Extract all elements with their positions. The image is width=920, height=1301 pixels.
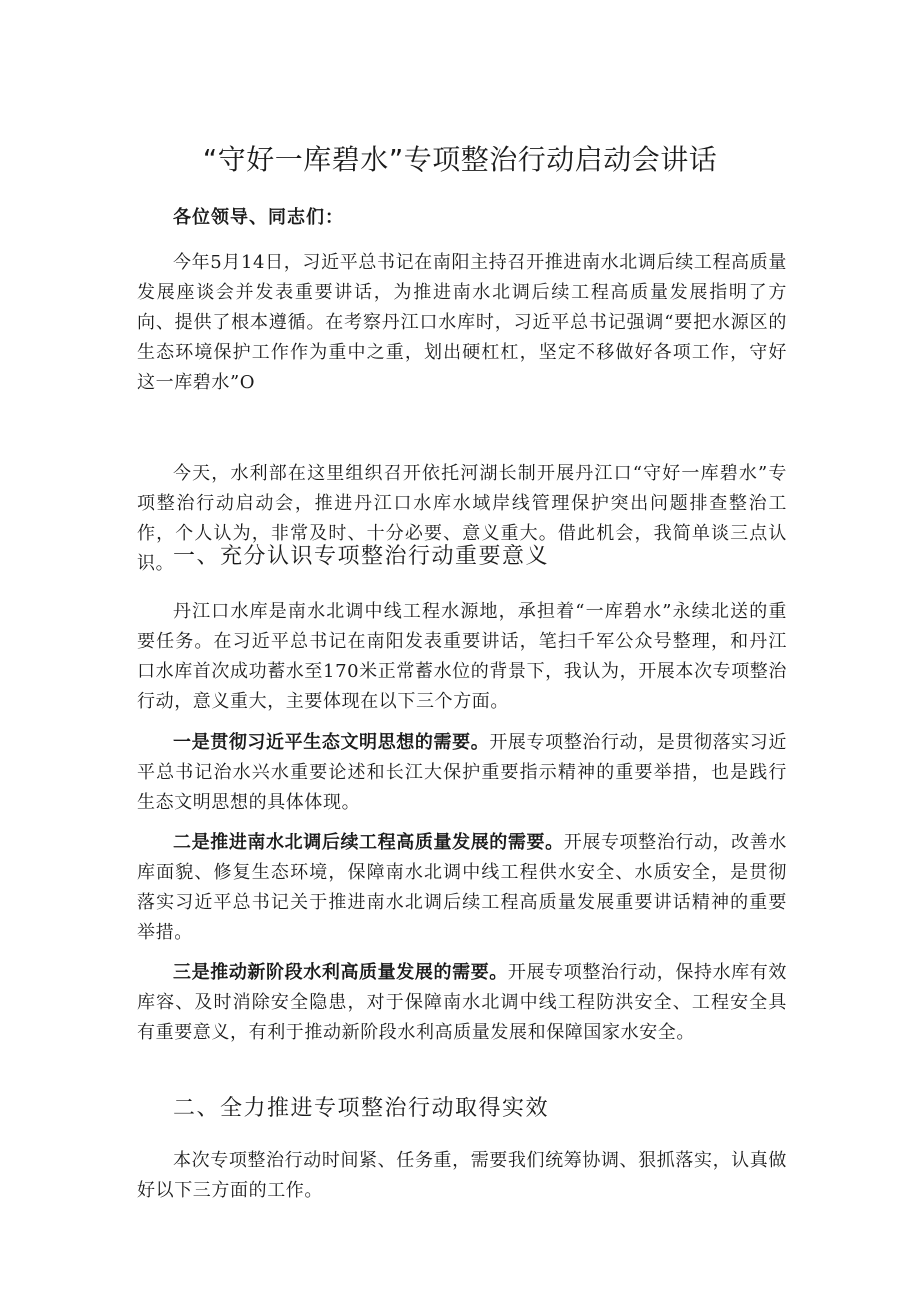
point-3-lead: 三是推动新阶段水利高质量发展的需要。 <box>173 962 508 983</box>
point-1-lead: 一是贯彻习近平生态文明思想的需要。 <box>173 732 490 753</box>
paragraph-work-intro: 本次专项整治行动时间紧、任务重，需要我们统筹协调、狠抓落实，认真做好以下三方面的工作。 <box>137 1150 787 1201</box>
paragraph-point-1 <box>137 728 787 818</box>
paragraph-intro: 今年5月14日，习近平总书记在南阳主持召开推进南水北调后续工程高质量发展座谈会并发表重要讲话，为推进南水北调后续工程高质量发展指明了方向、提供了根本遵循。在考察丹江口水库时，习近平总书记强调“要把水源区的生态环境保护工作作为重中之重，划出硬杠杠，坚定不移做好各项工作，守好这一库碧水”O <box>137 252 787 393</box>
point-2-body: 开展专项整治行动，改善水库面貌、修复生态环境，保障南水北调中线工程供水安全、水质安全，是贯彻落实习近平总书记关于推进南水北调后续工程高质量发展重要讲话精神的重要举措。 <box>137 832 787 943</box>
section-heading-2: 二、全力推进专项整治行动取得实效 <box>173 1096 550 1121</box>
paragraph-point-2 <box>137 828 787 948</box>
paragraph-point-3 <box>137 958 787 1048</box>
document-title: “守好一库碧水”专项整治行动启动会讲话 <box>202 143 718 176</box>
point-3-body: 开展专项整治行动，保持水库有效库容、及时消除安全隐患，对于保障南水北调中线工程防洪安全、工程安全具有重要意义，有利于推动新阶段水利高质量发展和保障国家水安全。 <box>137 962 787 1043</box>
paragraph-reservoir: 丹江口水库是南水北调中线工程水源地，承担着“一库碧水”永续北送的重要任务。在习近平总书记在南阳发表重要讲话，笔扫千军公众号整理，和丹江口水库首次成功蓄水至170米正常蓄水位的背景下，我认为，开展本次专项整治行动，意义重大，主要体现在以下三个方面。 <box>137 601 787 712</box>
point-2-lead: 二是推进南水北调后续工程高质量发展的需要。 <box>173 832 564 853</box>
paragraph-meeting: 今天，水利部在这里组织召开依托河湖长制开展丹江口“守好一库碧水”专项整治行动启动会，推进丹江口水库水域岸线管理保护突出问题排查整治工作，个人认为，非常及时、十分必要、意义重大。借此机会，我简单谈三点认识。 <box>137 463 787 574</box>
section-heading-1: 一、充分认识专项整治行动重要意义 <box>173 544 550 569</box>
salutation: 各位领导、同志们： <box>173 207 344 228</box>
point-1-body: 开展专项整治行动，是贯彻落实习近平总书记治水兴水重要论述和长江大保护重要指示精神的重要举措，也是践行生态文明思想的具体体现。 <box>137 732 787 813</box>
